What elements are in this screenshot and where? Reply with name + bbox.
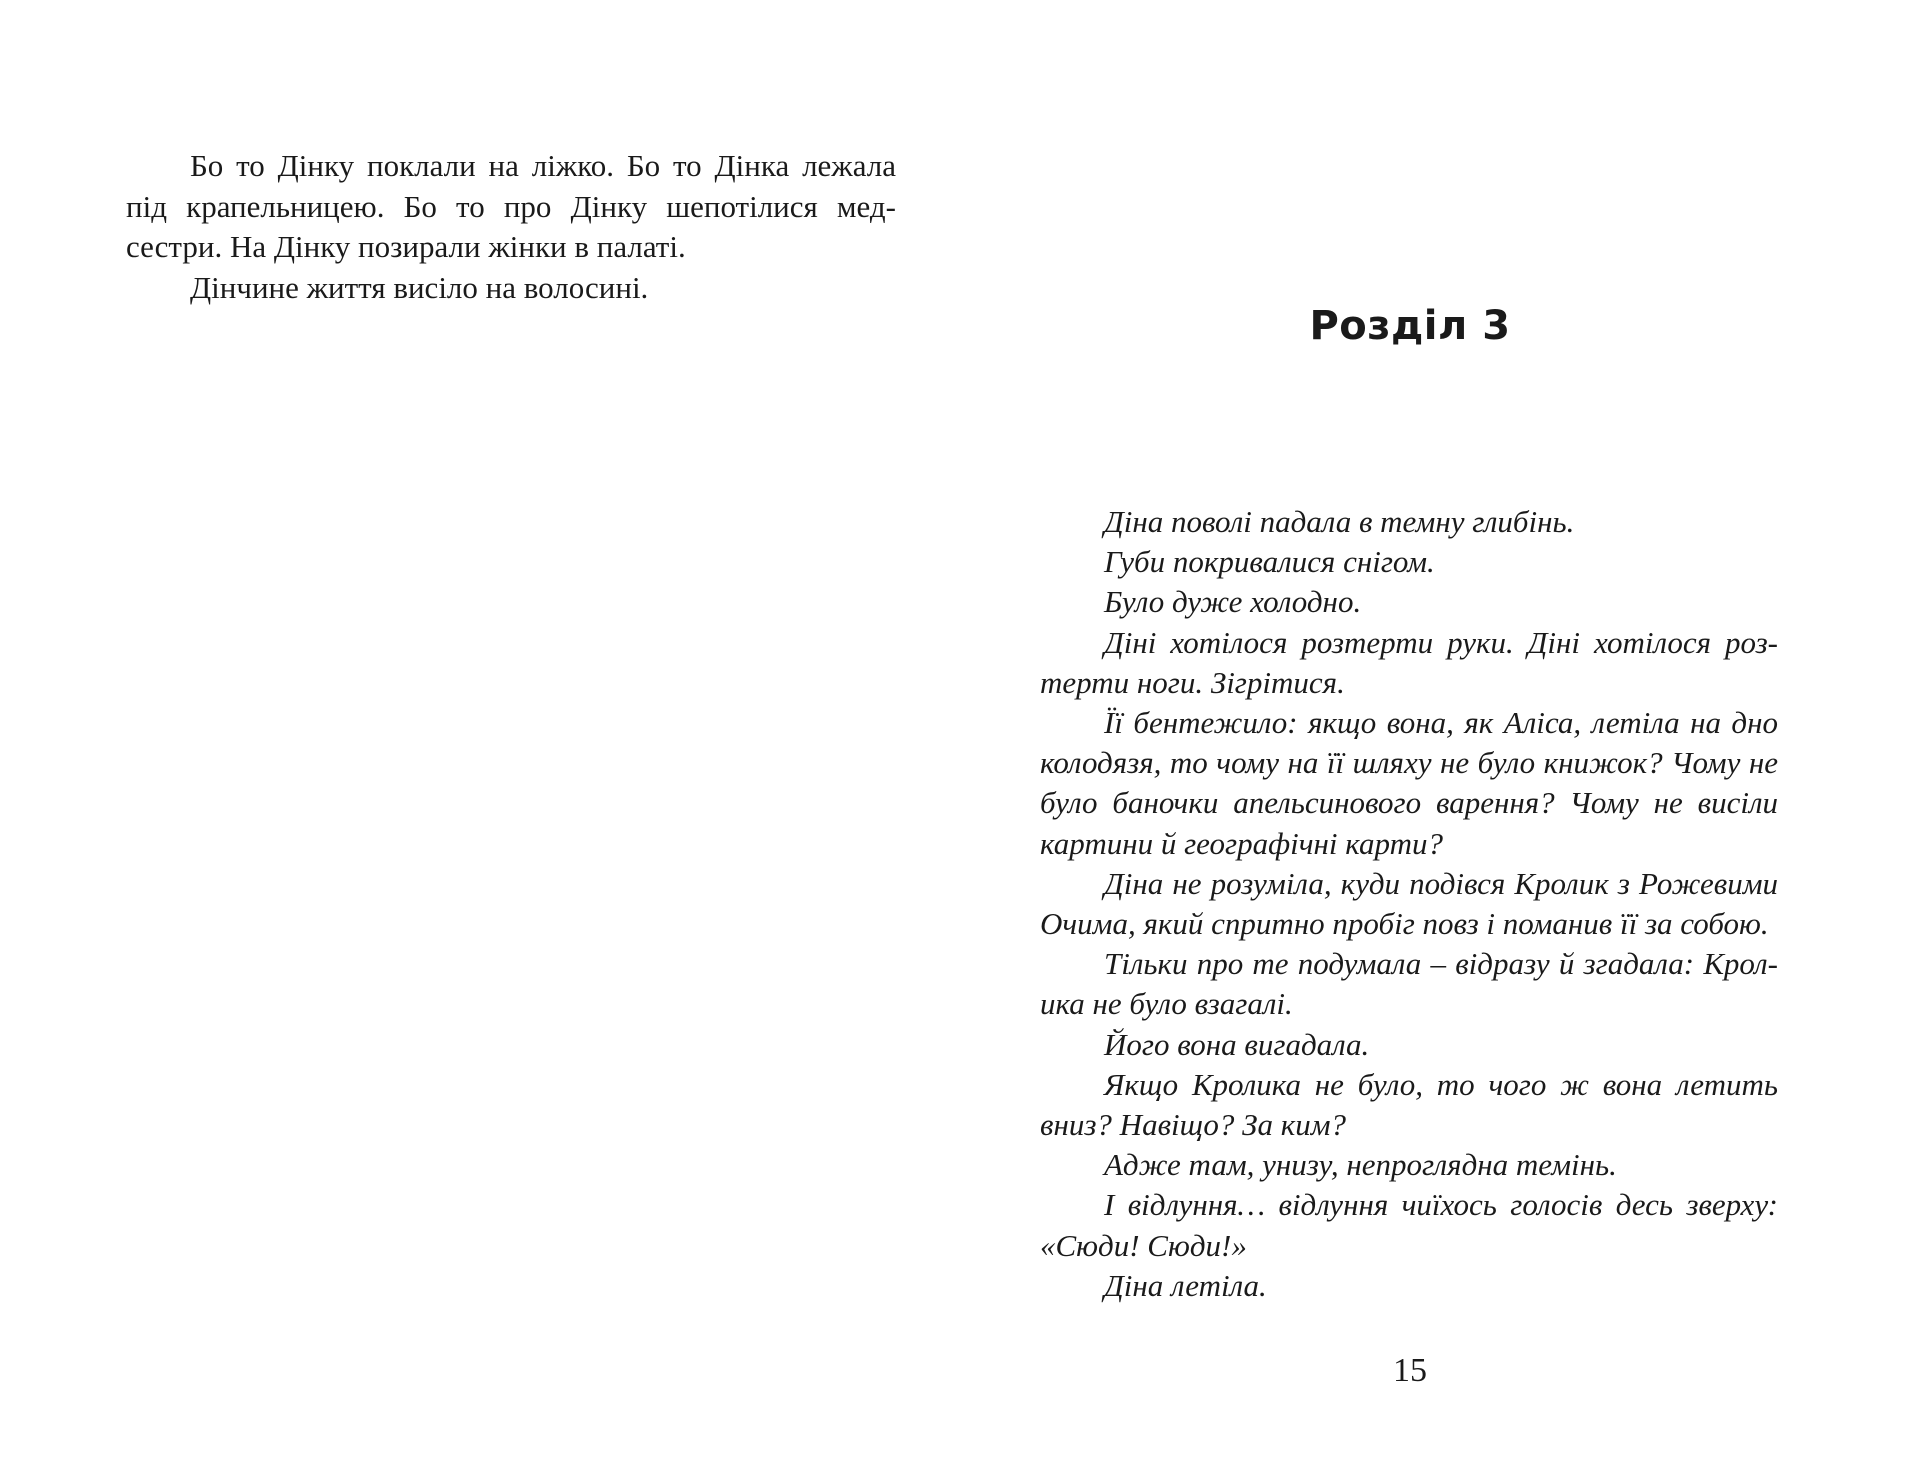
paragraph: Діні хотілося розтерти руки. Діні хотілося розтерти ноги. Зігрітися. [1040, 624, 1778, 700]
page-number: 15 [1393, 1352, 1427, 1389]
paragraph: Діна летіла. [1104, 1267, 1267, 1303]
chapter-title: Розділ 3 [1309, 303, 1511, 349]
right-page [960, 0, 1920, 1467]
paragraph: Її бентежило: якщо вона, як Аліса, летіла на дно колодязя, то чому на її шляху не було книжок? Чому не було баночки апельсинового варення? Чому не висіли картини й географічні карти? [1040, 705, 1778, 861]
paragraph: Адже там, унизу, непроглядна темінь. [1104, 1147, 1617, 1183]
paragraph: Його вона вигадала. [1104, 1026, 1370, 1062]
left-paragraph-1: Бо то Дінку поклали на ліжко. Бо то Дінка лежала під крапельницею. Бо то про Дінку шепотілися медсестри. На Дінку позирали жінки в палаті. [126, 148, 896, 264]
paragraph: І відлуння… відлуння чиїхось голосів десь зверху: «Сюди! Сюди!» [1040, 1187, 1778, 1263]
left-paragraph-2: Дінчине життя висіло на волосині. [190, 269, 649, 305]
paragraph: Діна не розуміла, куди подівся Кролик з Рожевими Очима, який спритно пробіг повз і поманив її за собою. [1040, 865, 1778, 942]
paragraph: Губи покривалися снігом. [1104, 544, 1435, 580]
chapter-body [1040, 502, 1778, 1306]
paragraph: Діна поволі падала в темну глибінь. [1104, 504, 1575, 539]
paragraph: Було дуже холодно. [1104, 584, 1362, 620]
paragraph: Якщо Кролика не було, то чого ж вона летить вниз? Навіщо? За ким? [1040, 1066, 1778, 1143]
paragraph: Тільки про те подумала – відразу й згадала: Кролика не було взагалі. [1040, 946, 1778, 1022]
left-page-text [126, 146, 896, 308]
